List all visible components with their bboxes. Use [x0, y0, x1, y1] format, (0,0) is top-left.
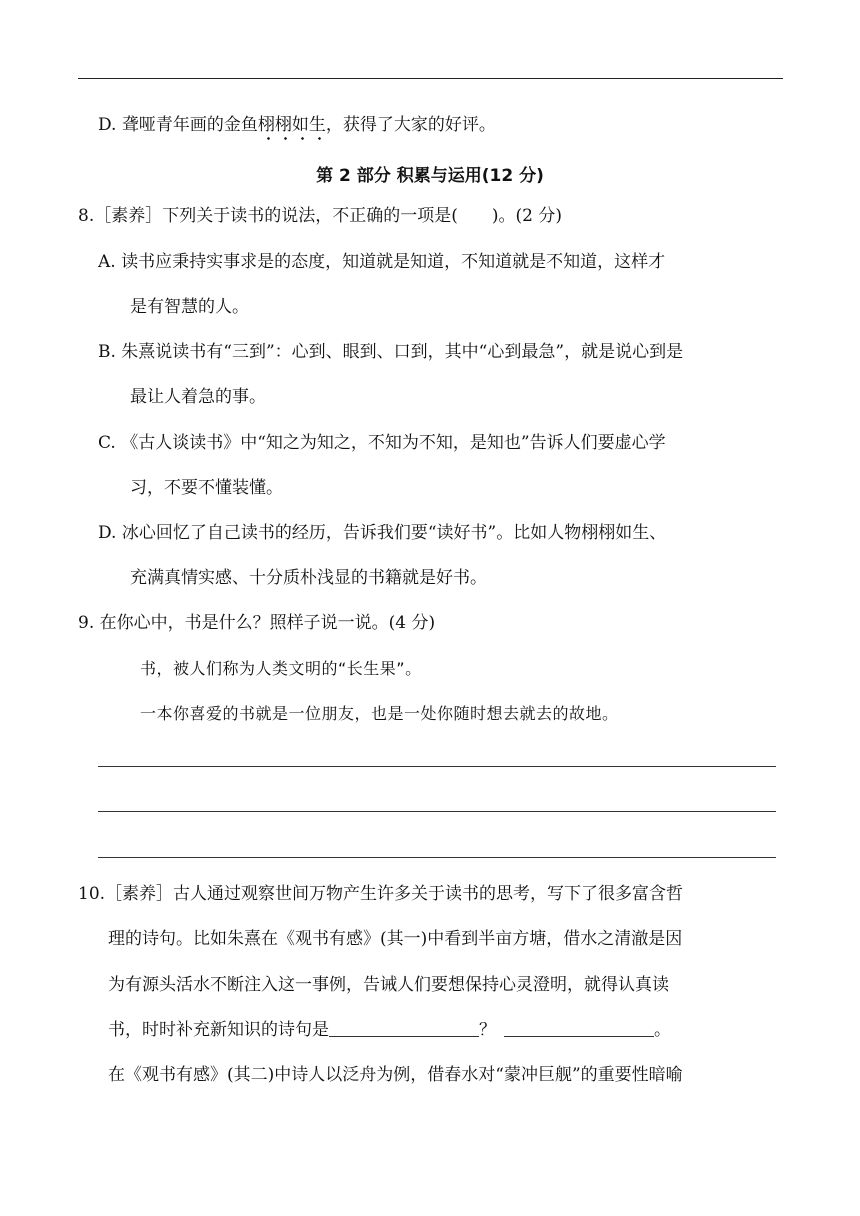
- q8-option-b-line2: 最让人着急的事。: [130, 387, 266, 407]
- q8-option-a-line1: A. 读书应秉持实事求是的态度，知道就是知道，不知道就是不知道，这样才: [98, 252, 666, 272]
- q7-option-d-prefix: D. 聋哑青年画的金鱼: [98, 115, 258, 135]
- header-rule: [78, 78, 783, 79]
- q9-answer-line-1[interactable]: [98, 766, 776, 767]
- q10-line-4-prefix: 书，时时补充新知识的诗句是: [108, 1020, 329, 1040]
- q10-line-2: 理的诗句。比如朱熹在《观书有感》(其一)中看到半亩方塘，借水之清澈是因: [108, 929, 683, 949]
- q8-option-a-line2: 是有智慧的人。: [130, 297, 249, 317]
- q9-stem: 9. 在你心中，书是什么？照样子说一说。(4 分): [78, 613, 436, 633]
- q7-option-d: [98, 113, 496, 137]
- q9-answer-line-2[interactable]: [98, 811, 776, 812]
- q9-answer-line-3[interactable]: [98, 857, 776, 858]
- q8-option-d-line1: D. 冰心回忆了自己读书的经历，告诉我们要“读好书”。比如人物栩栩如生、: [98, 523, 667, 543]
- q10-line-4: [108, 1018, 671, 1042]
- q8-option-c-line1: C. 《古人谈读书》中“知之为知之，不知为不知，是知也”告诉人们要虚心学: [98, 433, 666, 453]
- q9-example-2: 一本你喜爱的书就是一位朋友，也是一处你随时想去就去的故地。: [140, 704, 619, 723]
- q10-line-4-suffix: 。: [654, 1020, 671, 1040]
- q8-stem: 8.［素养］下列关于读书的说法，不正确的一项是( )。(2 分): [78, 206, 562, 226]
- section-title: 第 2 部分 积累与运用(12 分): [316, 166, 544, 186]
- q10-line-3: 为有源头活水不断注入这一事例，告诫人们要想保持心灵澄明，就得认真读: [108, 975, 669, 995]
- q7-option-d-suffix: ，获得了大家的好评。: [325, 115, 496, 135]
- q8-option-d-line2: 充满真情实感、十分质朴浅显的书籍就是好书。: [130, 568, 487, 588]
- q7-option-d-emphasis: 栩栩如生: [257, 115, 326, 135]
- q10-blank-2[interactable]: [504, 1020, 654, 1037]
- q10-line-4-mid: ？: [479, 1020, 496, 1040]
- q10-line-1: 10.［素养］古人通过观察世间万物产生许多关于读书的思考，写下了很多富含哲: [78, 884, 684, 904]
- q8-option-c-line2: 习，不要不懂装懂。: [130, 478, 283, 498]
- q10-line-5: 在《观书有感》(其二)中诗人以泛舟为例，借春水对“蒙冲巨舰”的重要性暗喻: [108, 1065, 683, 1085]
- q8-option-b-line1: B. 朱熹说读书有“三到”：心到、眼到、口到，其中“心到最急”，就是说心到是: [98, 342, 684, 362]
- q9-example-1: 书，被人们称为人类文明的“长生果”。: [140, 659, 422, 678]
- q10-blank-1[interactable]: [329, 1020, 479, 1037]
